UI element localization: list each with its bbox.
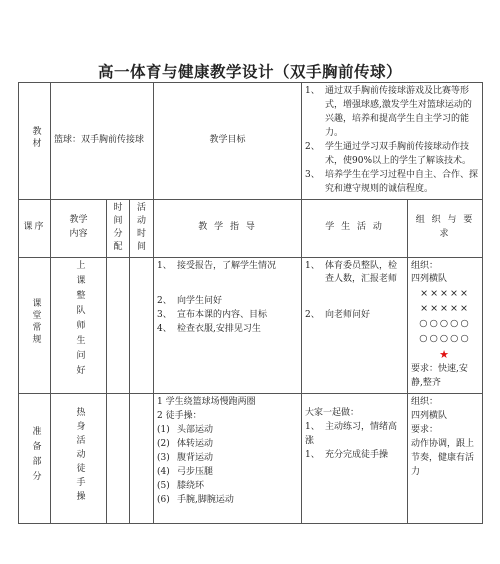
time-cell [107,394,130,524]
student-cell [302,257,408,394]
formation-row: ××××× [420,303,470,315]
header-activity-char: 时 [137,229,147,239]
guide-item: 4、 检查衣服,安排见习生 [157,324,261,335]
org-cell [408,394,483,524]
header-time-char: 配 [113,242,123,253]
formation-row: ××××× [420,288,470,300]
section-warmup-row [19,394,483,524]
section-content: 上课整队师生问好 [74,259,85,380]
section-content-cell [51,257,107,394]
lesson-plan-table [18,82,483,524]
goal-text: 培养学生在学习过程中自主、合作、探究和遵守规则的诚信程度。 [325,169,479,194]
org-cell [408,257,483,394]
header-row [19,199,483,257]
goal-label-cell [154,83,302,200]
section-label-cell [19,394,51,524]
student-intro: 大家一起做： [305,408,360,419]
exercise-item: (6) 手腕,脚腕运动 [157,494,234,505]
exercise-item: (4) 弓步压腿 [157,466,214,477]
goal-text: 学生通过学习双手胸前传接球动作技术，使90%以上的学生了解该技术。 [325,141,472,166]
section-content: 热身活动徒手操 [74,406,85,505]
header-activity [130,199,154,257]
formation-row: ○○○○○ [419,332,471,344]
guide-intro: 1 学生绕篮球场慢跑两圈 [157,397,256,408]
header-activity-char: 间 [137,242,147,253]
exercise-item: (3) 腹背运动 [157,452,214,463]
teacher-star-icon: ★ [439,348,451,362]
goal-item [305,169,479,197]
org-formation: 四列横队 [411,411,448,422]
org-requirement-label: 要求： [411,425,439,436]
header-student: 学 生 活 动 [302,199,408,257]
guide-item: 2、 向学生问好 [157,296,223,307]
header-guide: 教 学 指 导 [154,199,302,257]
material-cell [51,83,154,200]
header-activity-char: 动 [137,215,147,226]
exercise-item: (1) 头部运动 [157,425,214,436]
exercise-item: (2) 体转运动 [157,438,214,449]
goal-label: 教学目标 [209,134,246,145]
guide-cell [154,394,302,524]
goal-item [305,85,479,141]
student-item: 2、 向老师问好 [305,310,371,321]
org-title: 组织： [411,397,439,408]
header-time [107,199,130,257]
student-cell [302,394,408,524]
header-content-part: 教学 [69,215,88,226]
student-item: 1、 充分完成徒手操 [305,449,389,460]
org-formation: 四列横队 [411,274,448,285]
guide-item: 1、 接受报告，了解学生情况 [157,260,277,271]
material-label-cell [19,83,51,200]
header-time-char: 间 [113,215,123,226]
student-item: 1、 主动练习，情绪高涨 [305,422,398,447]
page-title: 高一体育与健康教学设计（双手胸前传球） [97,62,402,81]
header-content-part: 内容 [69,229,88,239]
goals-cell [302,83,483,200]
goal-item [305,141,479,169]
org-title: 组织： [411,260,439,271]
header-time-char: 分 [113,229,123,239]
exercise-item: (5) 膝绕环 [157,480,205,491]
header-content [51,199,107,257]
section-label-cell [19,257,51,394]
section-content-cell [51,394,107,524]
org-requirement: 动作协调，跟上节奏，健康有活力 [411,438,475,477]
goal-text: 通过双手胸前传接球游戏及比赛等形式，增强球感,激发学生对篮球运动的兴趣，培养和提高学生自主学习的能力。 [325,86,472,138]
guide-intro: 2 徒手操： [157,411,202,422]
section-label: 课堂常规 [30,298,41,347]
org-requirement: 要求：快速,安静,整齐 [411,364,468,389]
activity-time-cell [130,394,154,524]
material-label: 教材 [30,125,41,150]
student-item: 1、 体育委员整队，检查人数，汇报老师 [305,260,398,285]
guide-cell [154,257,302,394]
goal-num: 2、 [305,141,320,152]
section-label: 准备部分 [30,425,41,486]
header-kexu: 课序 [19,199,51,257]
formation-row: ○○○○○ [419,317,471,329]
header-org: 组 织 与 要 求 [408,199,483,257]
header-time-char: 时 [113,202,123,213]
activity-time-cell [130,257,154,394]
time-cell [107,257,130,394]
guide-item: 3、 宣布本课的内容、目标 [157,310,268,321]
material-text: 篮球：双手胸前传接球 [54,134,145,145]
header-activity-char: 活 [137,202,147,213]
section-routine-row [19,257,483,394]
goal-num: 3、 [305,169,320,180]
material-row [19,83,483,200]
goal-num: 1、 [305,86,320,96]
